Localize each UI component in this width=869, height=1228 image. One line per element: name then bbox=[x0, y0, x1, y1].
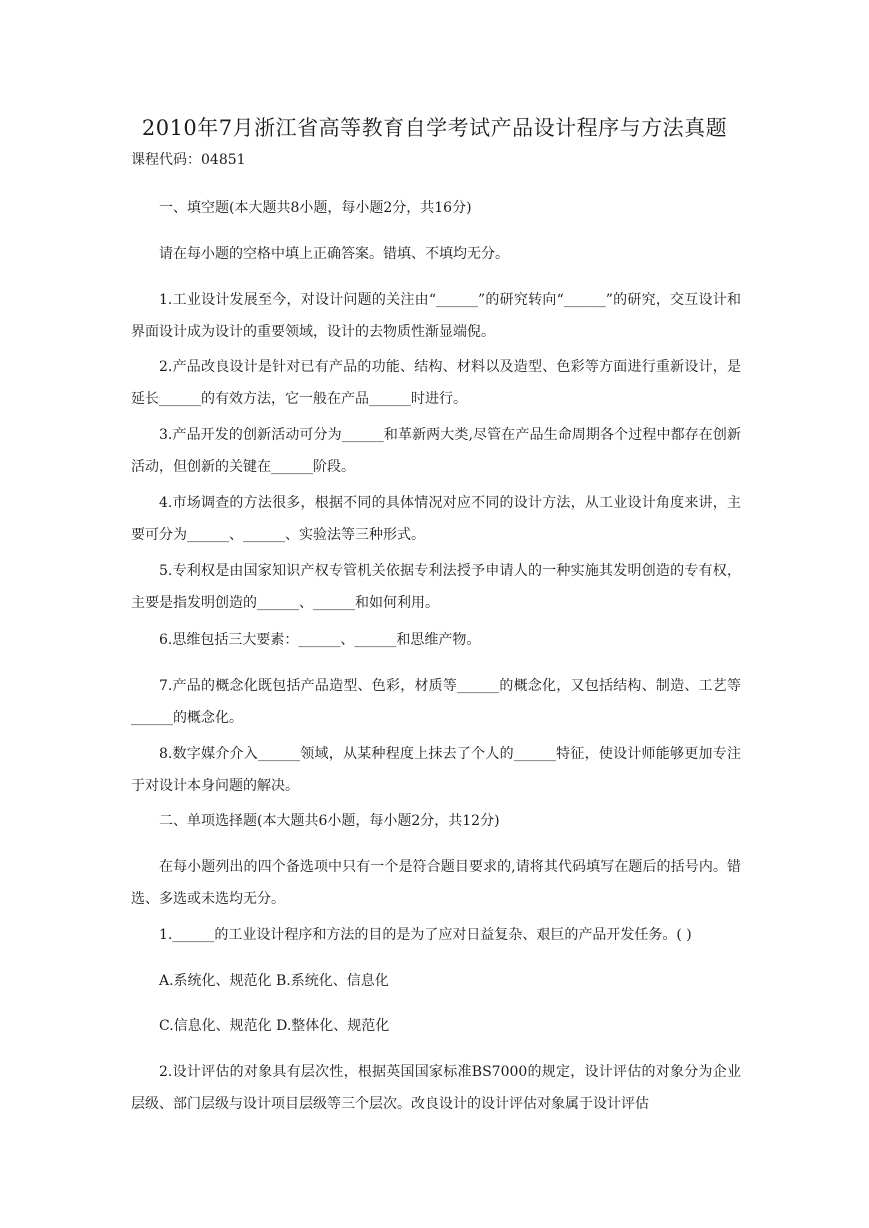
document-title: 2010年7月浙江省高等教育自学考试产品设计程序与方法真题 bbox=[141, 116, 728, 140]
question-paragraph: 7.产品的概念化既包括产品造型、色彩，材质等______的概念化，又包括结构、制造、工艺等______的概念化。 bbox=[131, 678, 741, 726]
question-paragraph: 1.工业设计发展至今，对设计问题的关注由“______”的研究转向“______”的研究，交互设计和界面设计成为设计的重要领域，设计的去物质性渐显端倪。 bbox=[131, 292, 741, 340]
section-heading-single-choice: 二、单项选择题(本大题共6小题，每小题2分，共12分) bbox=[159, 813, 500, 829]
instruction-text: 请在每小题的空格中填上正确答案。错填、不填均无分。 bbox=[159, 246, 509, 262]
answer-options: C.信息化、规范化 D.整体化、规范化 bbox=[159, 1018, 390, 1034]
section-heading-fill-in: 一、填空题(本大题共8小题，每小题2分，共16分) bbox=[159, 200, 472, 216]
question-paragraph: 3.产品开发的创新活动可分为______和革新两大类,尽管在产品生命周期各个过程中都存在创新活动，但创新的关键在______阶段。 bbox=[131, 427, 741, 475]
question-paragraph: 5.专利权是由国家知识产权专管机关依据专利法授予申请人的一种实施其发明创造的专有权，主要是指发明创造的______、______和如何利用。 bbox=[131, 563, 741, 611]
course-code: 课程代码：04851 bbox=[131, 152, 246, 168]
question-paragraph: 8.数字媒介介入______领域，从某种程度上抹去了个人的______特征，使设计师能够更加专注于对设计本身问题的解决。 bbox=[131, 746, 741, 794]
question-paragraph: 2.产品改良设计是针对已有产品的功能、结构、材料以及造型、色彩等方面进行重新设计，是延长______的有效方法，它一般在产品______时进行。 bbox=[131, 359, 741, 407]
instruction-text: 在每小题列出的四个备选项中只有一个是符合题目要求的,请将其代码填写在题后的括号内。错选、多选或未选均无分。 bbox=[131, 859, 741, 907]
question-paragraph: 2.设计评估的对象具有层次性，根据英国国家标准BS7000的规定，设计评估的对象分为企业层级、部门层级与设计项目层级等三个层次。改良设计的设计评估对象属于设计评估 bbox=[131, 1064, 741, 1112]
question-paragraph: 4.市场调查的方法很多，根据不同的具体情况对应不同的设计方法，从工业设计角度来讲，主要可分为______、______、实验法等三种形式。 bbox=[131, 495, 741, 543]
answer-options: A.系统化、规范化 B.系统化、信息化 bbox=[159, 973, 389, 989]
question-paragraph: 1.______的工业设计程序和方法的目的是为了应对日益复杂、艰巨的产品开发任务。( ) bbox=[159, 927, 692, 943]
question-paragraph: 6.思维包括三大要素：______、______和思维产物。 bbox=[159, 632, 481, 648]
